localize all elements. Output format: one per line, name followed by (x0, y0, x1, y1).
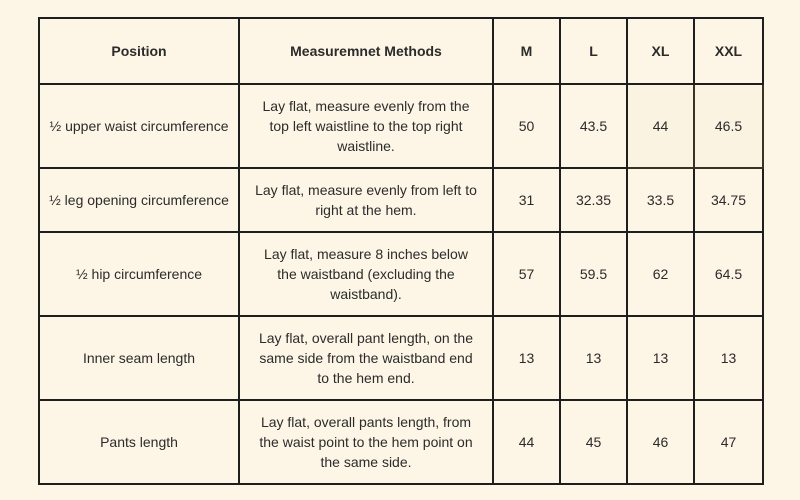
size-l-cell: 13 (560, 316, 627, 400)
size-xxl-cell: 34.75 (694, 168, 763, 232)
header-size-l: L (560, 18, 627, 84)
size-xl-cell: 13 (627, 316, 694, 400)
method-cell: Lay flat, measure evenly from the top left waistline to the top right waistline. (239, 84, 493, 168)
position-cell: Inner seam length (39, 316, 239, 400)
table-row (39, 400, 763, 484)
size-xl-cell: 46 (627, 400, 694, 484)
header-row (39, 18, 763, 84)
table-row (39, 316, 763, 400)
size-xl-cell: 33.5 (627, 168, 694, 232)
method-cell: Lay flat, overall pant length, on the same side from the waistband end to the hem end. (239, 316, 493, 400)
size-m-cell: 44 (493, 400, 560, 484)
size-xxl-cell: 13 (694, 316, 763, 400)
table-row (39, 84, 763, 168)
method-cell: Lay flat, overall pants length, from the waist point to the hem point on the same side. (239, 400, 493, 484)
position-cell: ½ leg opening circumference (39, 168, 239, 232)
size-l-cell: 59.5 (560, 232, 627, 316)
header-size-m: M (493, 18, 560, 84)
size-l-cell: 32.35 (560, 168, 627, 232)
method-cell: Lay flat, measure evenly from left to right at the hem. (239, 168, 493, 232)
size-xl-cell: 62 (627, 232, 694, 316)
size-chart-table (38, 17, 764, 485)
size-m-cell: 57 (493, 232, 560, 316)
table-row (39, 232, 763, 316)
method-cell: Lay flat, measure 8 inches below the waistband (excluding the waistband). (239, 232, 493, 316)
size-l-cell: 43.5 (560, 84, 627, 168)
size-xxl-cell: 46.5 (694, 84, 763, 168)
size-xl-cell: 44 (627, 84, 694, 168)
header-position: Position (39, 18, 239, 84)
size-xxl-cell: 64.5 (694, 232, 763, 316)
header-size-xxl: XXL (694, 18, 763, 84)
header-size-xl: XL (627, 18, 694, 84)
position-cell: ½ hip circumference (39, 232, 239, 316)
size-m-cell: 50 (493, 84, 560, 168)
table-row (39, 168, 763, 232)
size-l-cell: 45 (560, 400, 627, 484)
header-measurement-methods: Measuremnet Methods (239, 18, 493, 84)
position-cell: ½ upper waist circumference (39, 84, 239, 168)
position-cell: Pants length (39, 400, 239, 484)
size-m-cell: 13 (493, 316, 560, 400)
size-xxl-cell: 47 (694, 400, 763, 484)
size-chart (38, 17, 762, 483)
size-m-cell: 31 (493, 168, 560, 232)
